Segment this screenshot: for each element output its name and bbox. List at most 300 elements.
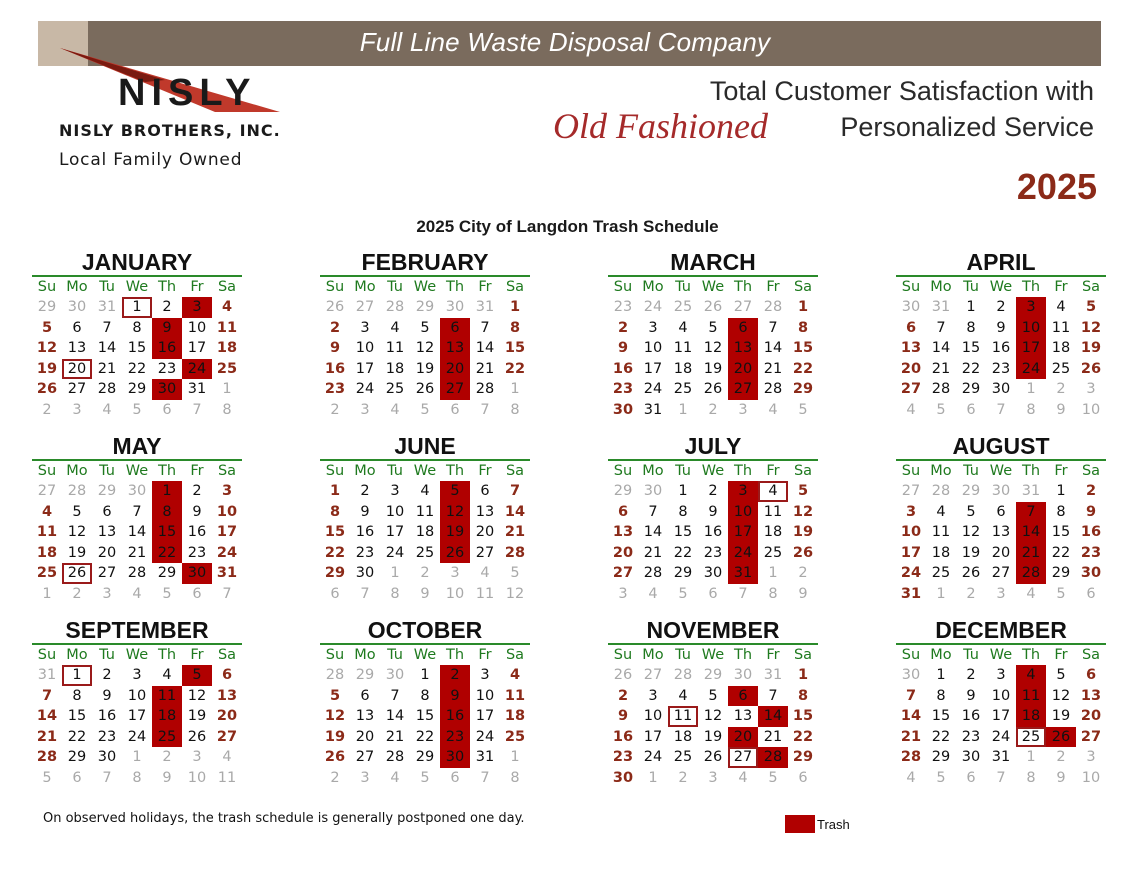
day-cell: 13 bbox=[97, 524, 117, 540]
day-cell: 29 bbox=[157, 565, 177, 581]
day-cell: 23 bbox=[612, 749, 634, 765]
day-cell: 29 bbox=[67, 749, 87, 765]
day-cell: 3 bbox=[708, 769, 718, 786]
day-cell: 5 bbox=[420, 401, 430, 418]
trash-day-cell: 20 bbox=[728, 359, 758, 380]
day-cell: 3 bbox=[648, 687, 658, 704]
day-cell: 10 bbox=[187, 319, 207, 336]
trash-day-cell: 24 bbox=[182, 359, 212, 380]
trash-day-cell: 5 bbox=[182, 665, 212, 686]
trash-day-cell: 25 bbox=[152, 727, 182, 748]
day-cell: 1 bbox=[936, 667, 946, 683]
day-cell: 24 bbox=[643, 299, 663, 315]
day-cell: 29 bbox=[961, 381, 981, 397]
day-cell: 25 bbox=[931, 565, 951, 581]
day-cell: 28 bbox=[475, 381, 495, 397]
day-cell: 27 bbox=[733, 299, 753, 315]
day-cell: 1 bbox=[1026, 381, 1036, 397]
day-cell: 1 bbox=[966, 299, 976, 315]
day-cell: 4 bbox=[1056, 299, 1066, 315]
day-cell: 30 bbox=[355, 565, 375, 581]
holiday-footnote: On observed holidays, the trash schedule is generally postponed one day. bbox=[43, 811, 525, 826]
day-cell: 25 bbox=[673, 299, 693, 315]
weekday-header: Th bbox=[445, 463, 465, 479]
day-cell: 9 bbox=[420, 585, 430, 602]
day-cell: 4 bbox=[41, 503, 53, 520]
day-cell: 25 bbox=[1051, 360, 1071, 377]
month-name: JUNE bbox=[320, 433, 530, 461]
day-cell: 18 bbox=[931, 544, 951, 561]
month-march bbox=[608, 249, 818, 420]
weekday-header: Mo bbox=[66, 463, 88, 479]
day-cell: 12 bbox=[961, 524, 981, 540]
day-cell: 2 bbox=[102, 667, 112, 683]
day-cell: 11 bbox=[385, 340, 405, 356]
day-cell: 6 bbox=[450, 769, 460, 786]
day-cell: 16 bbox=[612, 360, 634, 377]
day-cell: 11 bbox=[1051, 319, 1071, 336]
day-cell: 31 bbox=[900, 585, 922, 602]
day-cell: 8 bbox=[329, 503, 341, 520]
day-cell: 6 bbox=[330, 585, 340, 602]
day-cell: 30 bbox=[612, 769, 634, 786]
day-cell: 3 bbox=[648, 319, 658, 336]
day-cell: 21 bbox=[763, 728, 783, 745]
day-cell: 2 bbox=[330, 401, 340, 418]
day-cell: 6 bbox=[102, 503, 112, 520]
trash-day-cell: 16 bbox=[440, 706, 470, 727]
day-cell: 10 bbox=[643, 708, 663, 724]
trash-day-cell: 11 bbox=[152, 686, 182, 707]
trash-day-cell: 8 bbox=[152, 502, 182, 523]
day-cell: 30 bbox=[1080, 565, 1102, 581]
day-cell: 24 bbox=[991, 728, 1011, 745]
month-day-grid bbox=[608, 461, 818, 604]
day-cell: 18 bbox=[1051, 340, 1071, 356]
day-cell: 24 bbox=[900, 565, 922, 581]
day-cell: 11 bbox=[36, 524, 58, 540]
day-cell: 24 bbox=[475, 728, 495, 745]
day-cell: 8 bbox=[797, 687, 809, 704]
logo-name: NISLY bbox=[118, 72, 257, 114]
trash-day-cell: 21 bbox=[1016, 543, 1046, 564]
day-cell: 2 bbox=[420, 565, 430, 581]
trash-day-cell: 2 bbox=[440, 665, 470, 686]
day-cell: 11 bbox=[217, 769, 237, 786]
day-cell: 20 bbox=[475, 524, 495, 540]
month-name: MAY bbox=[32, 433, 242, 461]
day-cell: 8 bbox=[1056, 503, 1066, 520]
trash-day-cell: 3 bbox=[182, 297, 212, 318]
day-cell: 17 bbox=[900, 544, 922, 561]
day-cell: 2 bbox=[162, 749, 172, 765]
weekday-header: We bbox=[701, 463, 725, 479]
day-cell: 22 bbox=[324, 544, 346, 561]
weekday-header: Sa bbox=[505, 647, 525, 663]
day-cell: 3 bbox=[132, 667, 142, 683]
day-cell: 22 bbox=[504, 360, 526, 377]
weekday-header: Mo bbox=[354, 647, 376, 663]
day-cell: 10 bbox=[187, 769, 207, 786]
day-cell: 29 bbox=[961, 483, 981, 499]
day-cell: 28 bbox=[643, 565, 663, 581]
trash-day-cell: 13 bbox=[728, 338, 758, 359]
day-cell: 28 bbox=[97, 381, 117, 397]
day-cell: 26 bbox=[613, 667, 633, 683]
day-cell: 30 bbox=[127, 483, 147, 499]
weekday-header: We bbox=[413, 463, 437, 479]
day-cell: 17 bbox=[643, 360, 663, 377]
day-cell: 3 bbox=[996, 585, 1006, 602]
weekday-header: Tu bbox=[963, 463, 979, 479]
day-cell: 11 bbox=[216, 319, 238, 336]
day-cell: 8 bbox=[936, 687, 946, 704]
day-cell: 1 bbox=[390, 565, 400, 581]
day-cell: 7 bbox=[648, 503, 658, 520]
day-cell: 5 bbox=[708, 687, 718, 704]
day-cell: 1 bbox=[509, 299, 521, 315]
legend-trash-swatch bbox=[785, 815, 815, 833]
day-cell: 10 bbox=[127, 687, 147, 704]
day-cell: 23 bbox=[1080, 544, 1102, 561]
weekday-header: Fr bbox=[766, 279, 780, 295]
month-day-grid bbox=[608, 645, 818, 788]
day-cell: 7 bbox=[360, 585, 370, 602]
day-cell: 11 bbox=[931, 524, 951, 540]
day-cell: 18 bbox=[673, 360, 693, 377]
weekday-header: Mo bbox=[642, 279, 664, 295]
day-cell: 4 bbox=[509, 667, 521, 683]
day-cell: 27 bbox=[355, 749, 375, 765]
day-cell: 2 bbox=[1085, 483, 1097, 499]
weekday-header: Th bbox=[733, 647, 753, 663]
day-cell: 25 bbox=[504, 728, 526, 745]
day-cell: 27 bbox=[67, 381, 87, 397]
day-cell: 6 bbox=[617, 503, 629, 520]
day-cell: 16 bbox=[991, 340, 1011, 356]
day-cell: 2 bbox=[966, 667, 976, 683]
trash-day-cell: 28 bbox=[758, 747, 788, 768]
day-cell: 4 bbox=[390, 769, 400, 786]
trash-day-cell: 11 bbox=[1016, 686, 1046, 707]
day-cell: 23 bbox=[157, 360, 177, 377]
day-cell: 8 bbox=[1026, 769, 1036, 786]
weekday-header: Sa bbox=[217, 279, 237, 295]
day-cell: 22 bbox=[792, 728, 814, 745]
day-cell: 19 bbox=[703, 728, 723, 745]
day-cell: 24 bbox=[355, 381, 375, 397]
day-cell: 9 bbox=[996, 319, 1006, 336]
day-cell: 30 bbox=[612, 401, 634, 418]
day-cell: 5 bbox=[936, 769, 946, 786]
weekday-header: Tu bbox=[99, 279, 115, 295]
trash-day-cell: 27 bbox=[440, 379, 470, 400]
trash-day-cell: 3 bbox=[728, 481, 758, 502]
day-cell: 24 bbox=[216, 544, 238, 561]
day-cell: 9 bbox=[798, 585, 808, 602]
holiday-day-cell: 27 bbox=[728, 747, 758, 768]
weekday-header: Th bbox=[445, 647, 465, 663]
day-cell: 6 bbox=[162, 401, 172, 418]
trash-day-cell: 12 bbox=[440, 502, 470, 523]
month-name: AUGUST bbox=[896, 433, 1106, 461]
weekday-header: Fr bbox=[478, 463, 492, 479]
weekday-header: Sa bbox=[505, 463, 525, 479]
weekday-header: Th bbox=[157, 463, 177, 479]
day-cell: 31 bbox=[763, 667, 783, 683]
weekday-header: We bbox=[125, 279, 149, 295]
day-cell: 15 bbox=[792, 708, 814, 724]
day-cell: 28 bbox=[127, 565, 147, 581]
day-cell: 7 bbox=[936, 319, 946, 336]
day-cell: 2 bbox=[1056, 381, 1066, 397]
day-cell: 20 bbox=[991, 544, 1011, 561]
weekday-header: Su bbox=[37, 647, 57, 663]
day-cell: 2 bbox=[42, 401, 52, 418]
month-name: JULY bbox=[608, 433, 818, 461]
day-cell: 23 bbox=[355, 544, 375, 561]
day-cell: 4 bbox=[906, 401, 916, 418]
day-cell: 17 bbox=[187, 340, 207, 356]
trash-day-cell: 30 bbox=[182, 563, 212, 584]
day-cell: 3 bbox=[618, 585, 628, 602]
day-cell: 19 bbox=[67, 544, 87, 561]
day-cell: 10 bbox=[445, 585, 465, 602]
day-cell: 4 bbox=[678, 319, 688, 336]
weekday-header: Tu bbox=[387, 647, 403, 663]
month-name: DECEMBER bbox=[896, 617, 1106, 645]
day-cell: 14 bbox=[127, 524, 147, 540]
day-cell: 10 bbox=[385, 503, 405, 520]
day-cell: 29 bbox=[97, 483, 117, 499]
day-cell: 22 bbox=[1051, 544, 1071, 561]
day-cell: 31 bbox=[475, 299, 495, 315]
weekday-header: Th bbox=[733, 279, 753, 295]
day-cell: 30 bbox=[961, 749, 981, 765]
day-cell: 28 bbox=[385, 299, 405, 315]
day-cell: 25 bbox=[763, 544, 783, 561]
trash-day-cell: 30 bbox=[440, 747, 470, 768]
day-cell: 1 bbox=[222, 381, 232, 397]
day-cell: 21 bbox=[931, 360, 951, 377]
day-cell: 15 bbox=[961, 340, 981, 356]
day-cell: 9 bbox=[966, 687, 976, 704]
day-cell: 29 bbox=[613, 483, 633, 499]
day-cell: 31 bbox=[1021, 483, 1041, 499]
holiday-day-cell: 20 bbox=[62, 359, 92, 380]
day-cell: 1 bbox=[42, 585, 52, 602]
day-cell: 17 bbox=[355, 360, 375, 377]
day-cell: 30 bbox=[445, 299, 465, 315]
day-cell: 5 bbox=[72, 503, 82, 520]
day-cell: 3 bbox=[738, 401, 748, 418]
day-cell: 23 bbox=[187, 544, 207, 561]
day-cell: 12 bbox=[1080, 319, 1102, 336]
weekday-header: Th bbox=[1021, 647, 1041, 663]
weekday-header: Th bbox=[733, 463, 753, 479]
weekday-header: We bbox=[125, 463, 149, 479]
day-cell: 4 bbox=[738, 769, 748, 786]
day-cell: 27 bbox=[475, 544, 495, 561]
day-cell: 30 bbox=[67, 299, 87, 315]
day-cell: 3 bbox=[360, 319, 370, 336]
month-may bbox=[32, 433, 242, 604]
day-cell: 22 bbox=[673, 544, 693, 561]
day-cell: 23 bbox=[613, 299, 633, 315]
day-cell: 26 bbox=[1080, 360, 1102, 377]
weekday-header: Tu bbox=[99, 647, 115, 663]
day-cell: 5 bbox=[42, 769, 52, 786]
day-cell: 2 bbox=[330, 769, 340, 786]
day-cell: 14 bbox=[931, 340, 951, 356]
holiday-day-cell: 11 bbox=[668, 706, 698, 727]
day-cell: 11 bbox=[504, 687, 526, 704]
day-cell: 25 bbox=[673, 381, 693, 397]
weekday-header: Tu bbox=[675, 463, 691, 479]
day-cell: 30 bbox=[97, 749, 117, 765]
weekday-header: Sa bbox=[217, 463, 237, 479]
day-cell: 2 bbox=[162, 299, 172, 315]
day-cell: 8 bbox=[132, 769, 142, 786]
day-cell: 17 bbox=[475, 708, 495, 724]
day-cell: 31 bbox=[37, 667, 57, 683]
day-cell: 4 bbox=[768, 401, 778, 418]
day-cell: 1 bbox=[1056, 483, 1066, 499]
day-cell: 3 bbox=[102, 585, 112, 602]
weekday-header: Fr bbox=[1054, 463, 1068, 479]
trash-day-cell: 20 bbox=[728, 727, 758, 748]
day-cell: 24 bbox=[127, 728, 147, 745]
trash-day-cell: 26 bbox=[440, 543, 470, 564]
weekday-header: Fr bbox=[190, 463, 204, 479]
month-name: OCTOBER bbox=[320, 617, 530, 645]
weekday-header: Sa bbox=[1081, 279, 1101, 295]
day-cell: 1 bbox=[797, 667, 809, 683]
month-september bbox=[32, 617, 242, 788]
day-cell: 6 bbox=[708, 585, 718, 602]
day-cell: 23 bbox=[703, 544, 723, 561]
day-cell: 22 bbox=[961, 360, 981, 377]
day-cell: 26 bbox=[961, 565, 981, 581]
day-cell: 10 bbox=[216, 503, 238, 520]
day-cell: 5 bbox=[708, 319, 718, 336]
day-cell: 9 bbox=[192, 503, 202, 520]
day-cell: 30 bbox=[991, 381, 1011, 397]
month-december bbox=[896, 617, 1106, 788]
day-cell: 16 bbox=[355, 524, 375, 540]
day-cell: 14 bbox=[643, 524, 663, 540]
day-cell: 3 bbox=[72, 401, 82, 418]
day-cell: 24 bbox=[643, 749, 663, 765]
day-cell: 8 bbox=[72, 687, 82, 704]
day-cell: 13 bbox=[612, 524, 634, 540]
trash-day-cell: 15 bbox=[152, 522, 182, 543]
month-day-grid bbox=[32, 277, 242, 420]
weekday-header: Fr bbox=[190, 647, 204, 663]
trash-day-cell: 13 bbox=[440, 338, 470, 359]
day-cell: 2 bbox=[798, 565, 808, 581]
day-cell: 27 bbox=[901, 483, 921, 499]
day-cell: 8 bbox=[797, 319, 809, 336]
day-cell: 4 bbox=[420, 483, 430, 499]
day-cell: 3 bbox=[390, 483, 400, 499]
day-cell: 19 bbox=[792, 524, 814, 540]
weekday-header: Tu bbox=[99, 463, 115, 479]
day-cell: 9 bbox=[102, 687, 112, 704]
month-day-grid bbox=[896, 645, 1106, 788]
year-label: 2025 bbox=[1016, 166, 1097, 207]
day-cell: 29 bbox=[415, 749, 435, 765]
day-cell: 3 bbox=[360, 769, 370, 786]
trash-day-cell: 30 bbox=[152, 379, 182, 400]
trash-day-cell: 24 bbox=[1016, 359, 1046, 380]
weekday-header: Tu bbox=[963, 279, 979, 295]
day-cell: 21 bbox=[643, 544, 663, 561]
weekday-header: Th bbox=[445, 279, 465, 295]
day-cell: 18 bbox=[763, 524, 783, 540]
day-cell: 23 bbox=[612, 381, 634, 397]
day-cell: 10 bbox=[1081, 769, 1101, 786]
day-cell: 31 bbox=[216, 565, 238, 581]
day-cell: 10 bbox=[991, 687, 1011, 704]
weekday-header: We bbox=[989, 279, 1013, 295]
trash-day-cell: 31 bbox=[728, 563, 758, 584]
day-cell: 12 bbox=[67, 524, 87, 540]
day-cell: 5 bbox=[420, 319, 430, 336]
day-cell: 12 bbox=[505, 585, 525, 602]
day-cell: 26 bbox=[703, 381, 723, 397]
day-cell: 6 bbox=[480, 483, 490, 499]
day-cell: 27 bbox=[900, 381, 922, 397]
weekday-header: Tu bbox=[675, 279, 691, 295]
weekday-header: Th bbox=[157, 279, 177, 295]
day-cell: 28 bbox=[36, 749, 58, 765]
day-cell: 24 bbox=[643, 381, 663, 397]
day-cell: 11 bbox=[763, 503, 783, 520]
day-cell: 31 bbox=[187, 381, 207, 397]
weekday-header: Tu bbox=[387, 463, 403, 479]
weekday-header: Sa bbox=[217, 647, 237, 663]
day-cell: 29 bbox=[673, 565, 693, 581]
trash-day-cell: 7 bbox=[1016, 502, 1046, 523]
day-cell: 29 bbox=[1051, 565, 1071, 581]
day-cell: 19 bbox=[324, 728, 346, 745]
trash-day-cell: 4 bbox=[1016, 665, 1046, 686]
day-cell: 29 bbox=[324, 565, 346, 581]
day-cell: 7 bbox=[102, 769, 112, 786]
day-cell: 22 bbox=[792, 360, 814, 377]
day-cell: 26 bbox=[415, 381, 435, 397]
weekday-header: Tu bbox=[675, 647, 691, 663]
day-cell: 20 bbox=[355, 728, 375, 745]
logo-company-name: NISLY BROTHERS, INC. bbox=[59, 121, 281, 140]
tagline-old-fashioned: Old Fashioned bbox=[553, 106, 768, 146]
month-name: APRIL bbox=[896, 249, 1106, 277]
day-cell: 16 bbox=[324, 360, 346, 377]
trash-day-cell: 18 bbox=[152, 706, 182, 727]
weekday-header: Fr bbox=[1054, 647, 1068, 663]
day-cell: 15 bbox=[67, 708, 87, 724]
weekday-header: Su bbox=[37, 279, 57, 295]
month-day-grid bbox=[896, 461, 1106, 604]
day-cell: 23 bbox=[324, 381, 346, 397]
day-cell: 1 bbox=[768, 565, 778, 581]
day-cell: 30 bbox=[901, 667, 921, 683]
day-cell: 29 bbox=[703, 667, 723, 683]
day-cell: 7 bbox=[192, 401, 202, 418]
day-cell: 26 bbox=[324, 749, 346, 765]
weekday-header: Su bbox=[325, 647, 345, 663]
